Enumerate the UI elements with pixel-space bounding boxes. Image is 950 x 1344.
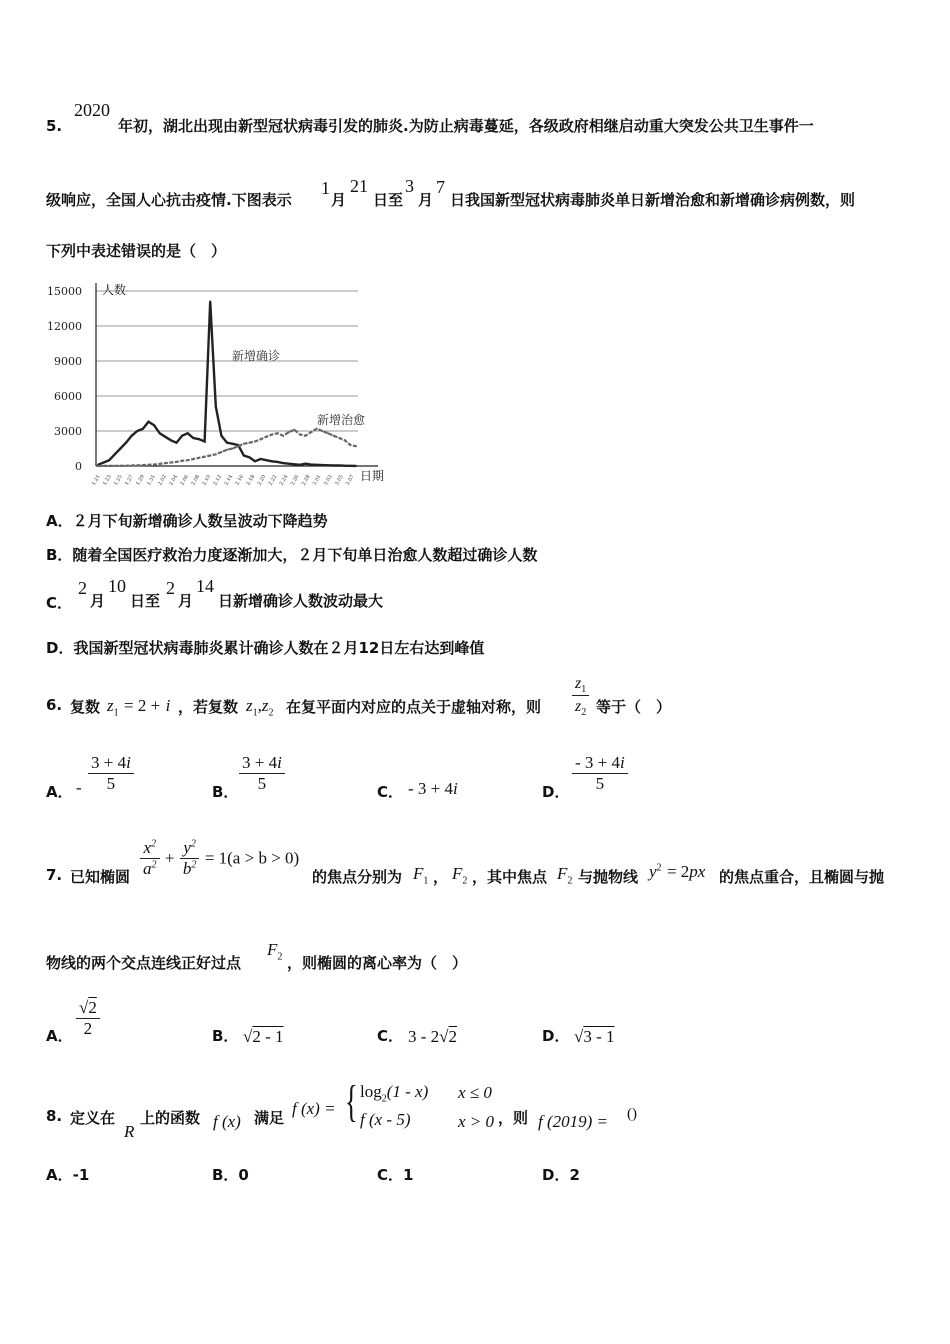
chart-point-confirmed: [260, 458, 262, 460]
chart-point-cured: [215, 453, 217, 455]
chart-series-cured: [98, 429, 356, 466]
q6-frac-den-sub: 2: [581, 707, 587, 719]
q7-option-c-root: 2: [448, 1027, 458, 1046]
q7-option-d-value: √3 - 1: [574, 1027, 615, 1046]
q5-number: 5.: [46, 117, 63, 135]
chart-point-confirmed: [119, 448, 121, 450]
q5-option-a[interactable]: A．２月下旬新增确诊人数呈波动下降趋势: [46, 512, 328, 530]
q7-text7: ，则椭圆的离心率为（ ）: [287, 954, 468, 972]
chart-point-confirmed: [288, 463, 290, 465]
chart-point-cured: [204, 456, 206, 458]
q6-option-c-value: [408, 779, 458, 799]
chart-point-cured: [187, 459, 189, 461]
chart-point-cured: [119, 465, 121, 467]
q5-option-b[interactable]: B．随着全国医疗救治力度逐渐加大，２月下旬单日治愈人数超过确诊人数: [46, 546, 538, 564]
q5-option-c-month: 2: [78, 578, 87, 598]
chart-point-confirmed: [198, 438, 200, 440]
q7-f1-sub: 1: [423, 875, 429, 887]
q6-text2: 在复平面内对应的点关于虚轴对称，则: [286, 698, 542, 716]
q7-option-a-den: 2: [83, 1019, 93, 1038]
chart-point-cured: [277, 432, 279, 434]
chart-xtick-label: 3.01: [311, 474, 323, 487]
q8-case1-arg: (1 - x): [386, 1082, 429, 1101]
chart-ytick-label: 12000: [47, 320, 82, 333]
chart-point-cured: [220, 451, 222, 453]
q8-paren: (): [627, 1106, 637, 1122]
q6-option-c-i: i: [453, 779, 458, 798]
q6-i: i: [165, 696, 171, 715]
q8-option-a[interactable]: A．-1: [46, 1166, 90, 1184]
chart-point-cured: [226, 449, 228, 451]
q6-option-b-i: i: [277, 753, 282, 772]
q7-option-c-value: 3 - 2√2: [408, 1027, 458, 1046]
chart-point-confirmed: [131, 435, 133, 437]
q6-z2-sub: 2: [268, 707, 274, 719]
q5-option-c-month2: 2: [166, 578, 175, 598]
q6-text3: 等于（ ）: [596, 698, 672, 716]
q7-option-c-label[interactable]: C．: [377, 1027, 404, 1045]
chart-point-cured: [327, 432, 329, 434]
chart-xtick-label: 2.12: [212, 474, 224, 487]
chart-point-cured: [260, 438, 262, 440]
chart-point-confirmed: [164, 436, 166, 438]
chart-point-cured: [310, 431, 312, 433]
chart-xtick-label: 1.27: [124, 474, 135, 487]
q5-option-c-label[interactable]: C．: [46, 594, 73, 612]
chart-point-confirmed: [148, 421, 150, 423]
q6-frac-den: z: [575, 698, 582, 716]
chart-point-confirmed: [220, 435, 222, 437]
chart-point-cured: [136, 464, 138, 466]
chart-point-confirmed: [142, 428, 144, 430]
q5-option-d[interactable]: D．我国新型冠状病毒肺炎累计确诊人数在２月12日左右达到峰值: [46, 639, 485, 657]
q7-option-a-label[interactable]: A．: [46, 1027, 73, 1045]
chart-point-confirmed: [209, 301, 211, 303]
chart-point-cured: [125, 465, 127, 467]
chart-point-confirmed: [282, 462, 284, 464]
q6-z1b: z: [246, 696, 253, 715]
q8-R: R: [124, 1122, 135, 1141]
q7-parab-y: y: [649, 862, 657, 881]
chart-point-cured: [349, 444, 351, 446]
chart-ytick-label: 0: [75, 460, 82, 473]
chart-point-confirmed: [349, 465, 351, 467]
q7-option-a-value: $\frac{√2}{2}$: [76, 998, 100, 1039]
q6-frac-num: z: [575, 675, 582, 692]
q7-sep: ，: [433, 868, 449, 886]
chart-point-confirmed: [114, 453, 116, 455]
chart-point-cured: [344, 439, 346, 441]
q7-f2b-letter: F: [557, 864, 568, 883]
chart-xtick-label: 2.08: [190, 474, 202, 487]
q6-option-c-num: - 3 + 4: [408, 779, 453, 798]
chart-xtick-label: 3.03: [322, 474, 334, 487]
q5-yue1: 月: [331, 191, 347, 209]
q8-option-b[interactable]: B．0: [212, 1166, 249, 1184]
q8-text2: 上的函数: [140, 1109, 201, 1127]
chart-point-confirmed: [170, 439, 172, 441]
chart-point-cured: [198, 457, 200, 459]
chart-xtick-label: 1.29: [135, 474, 146, 487]
q7-text3: ，其中焦点: [472, 868, 548, 886]
q7-parab-px: px: [689, 862, 706, 881]
q6-text1: ，若复数: [178, 698, 239, 716]
q8-option-d[interactable]: D．2: [542, 1166, 580, 1184]
q6-option-d-den: 5: [595, 774, 605, 793]
q7-parab-eq: = 2: [666, 862, 690, 881]
chart-xtick-label: 2.18: [245, 474, 257, 487]
chart-point-cured: [153, 464, 155, 466]
chart-annotation-cured: 新增治愈: [317, 413, 366, 427]
chart-point-confirmed: [310, 464, 312, 466]
chart-point-cured: [333, 435, 335, 437]
q7-f2-letter: F: [452, 864, 463, 883]
q8-fx-left: f (x) =: [292, 1099, 336, 1118]
q5-day21: 21: [350, 176, 368, 196]
chart-xtick-label: 2.10: [201, 474, 213, 487]
chart-point-cured: [148, 464, 150, 466]
chart-point-confirmed: [305, 463, 307, 465]
q7-text2: 的焦点分别为: [312, 868, 403, 886]
chart-point-confirmed: [254, 460, 256, 462]
q8-case1-cond: x ≤ 0: [458, 1083, 492, 1102]
q6-z2: z: [261, 696, 269, 715]
chart-point-cured: [237, 445, 239, 447]
chart-xtick-label: 2.22: [267, 474, 279, 487]
chart-xtick-label: 1.21: [90, 474, 102, 487]
q8-case2-cond: x > 0: [458, 1112, 495, 1131]
chart-point-cured: [254, 441, 256, 443]
q6-option-d-num: - 3 + 4: [575, 753, 620, 772]
q5-month1: 1: [321, 178, 330, 198]
chart-xlabel: 日期: [360, 469, 385, 483]
q6-option-c-label[interactable]: C．: [377, 783, 404, 801]
q6-comma: ,: [257, 696, 262, 715]
chart-point-confirmed: [204, 441, 206, 443]
q5-month3: 3: [405, 176, 414, 196]
q8-case2: f (x - 5): [360, 1110, 411, 1129]
chart-point-confirmed: [299, 464, 301, 466]
chart-point-confirmed: [187, 432, 189, 434]
q6-option-a-neg: -: [76, 778, 82, 797]
chart-point-confirmed: [226, 442, 228, 444]
q5-text-line1: 年初，湖北出现由新型冠状病毒引发的肺炎.为防止病毒蔓延，各级政府相继启动重大突发公共卫生事件一: [118, 117, 814, 135]
chart-point-cured: [181, 460, 183, 462]
chart-point-confirmed: [277, 461, 279, 463]
q7-text4: 与抛物线: [578, 868, 639, 886]
q6-z1-expression: [107, 696, 170, 718]
q6-option-a-label[interactable]: A．: [46, 783, 73, 801]
chart-point-confirmed: [316, 464, 318, 466]
q7-ellipse-cond: = 1(a > b > 0): [204, 848, 300, 868]
q7-option-b-num: 2 - 1: [252, 1027, 284, 1046]
q7-f1-letter: F: [413, 864, 424, 883]
q8-case1-base: 2: [381, 1093, 387, 1105]
chart-xtick-label: 2.26: [289, 474, 301, 487]
q7-option-b-value: √2 - 1: [243, 1027, 284, 1046]
q7-text1: 已知椭圆: [70, 868, 131, 886]
q5-text-line2a: 级响应，全国人心抗击疫情.下图表示: [46, 191, 292, 209]
chart-xtick-label: 1.25: [113, 474, 124, 487]
chart-point-confirmed: [159, 432, 161, 434]
q5-option-c-text: 日新增确诊人数波动最大: [218, 592, 384, 610]
q7-f2b: [557, 864, 572, 886]
q6-z1-eq: = 2 +: [124, 696, 161, 715]
q7-ellipse-eq: $\frac{x^2}{a^2}$ + $\frac{y^2}{b^2}$ = 1(a > b > 0): [140, 838, 299, 879]
q6-option-d-value: [572, 753, 628, 794]
chart-point-confirmed: [327, 464, 329, 466]
chart-point-cured: [176, 461, 178, 463]
chart-xtick-label: 2.02: [157, 474, 168, 487]
q6-option-b-den: 5: [257, 774, 267, 793]
chart-point-confirmed: [338, 464, 340, 466]
q5-text-line2b: 日我国新型冠状病毒肺炎单日新增治愈和新增确诊病例数，则: [450, 191, 856, 209]
chart-ytick-label: 3000: [54, 425, 82, 438]
q8-text3: 满足: [254, 1109, 285, 1127]
chart-point-cured: [299, 434, 301, 436]
chart-point-confirmed: [333, 465, 335, 467]
chart-point-cured: [103, 465, 105, 467]
chart-point-cured: [316, 428, 318, 430]
q7-f2-sub: 2: [462, 875, 468, 887]
chart-xtick-label: 1.23: [102, 474, 113, 487]
chart-ytick-label: 15000: [47, 285, 82, 298]
chart-point-confirmed: [265, 459, 267, 461]
q6-option-b-label[interactable]: B．: [212, 783, 239, 801]
q7-option-a-num: 2: [88, 998, 97, 1017]
q8-number: 8.: [46, 1107, 63, 1125]
q6-word1: 复数: [70, 698, 101, 716]
chart-point-confirmed: [136, 430, 138, 432]
chart-point-confirmed: [215, 406, 217, 408]
chart-point-cured: [248, 442, 250, 444]
q6-option-b-value: [239, 753, 285, 794]
q5-option-c-yue2: 月: [178, 592, 194, 610]
q6-option-a-den: 5: [106, 774, 116, 793]
q7-text6: 物线的两个交点连线正好过点: [46, 954, 242, 972]
chart-point-confirmed: [321, 464, 323, 466]
q6-number: 6.: [46, 696, 63, 714]
chart-point-cured: [338, 437, 340, 439]
q5-year: 2020: [74, 100, 110, 120]
q5-day7: 7: [436, 177, 445, 197]
q7-f2c-letter: F: [267, 940, 278, 959]
chart-point-cured: [164, 462, 166, 464]
q7-f1: [413, 864, 428, 886]
chart-point-confirmed: [243, 455, 245, 457]
chart-xtick-label: 2.24: [278, 474, 290, 487]
chart-point-cured: [159, 463, 161, 465]
chart-point-confirmed: [108, 459, 110, 461]
chart-point-cured: [271, 434, 273, 436]
chart-point-confirmed: [181, 435, 183, 437]
q8-text1: 定义在: [70, 1109, 116, 1127]
q5-option-c-yue: 月: [90, 592, 106, 610]
chart-point-confirmed: [192, 437, 194, 439]
chart-ytick-label: 9000: [54, 355, 82, 368]
q8-brace: {: [345, 1077, 358, 1126]
q8-f2019: f (2019) =: [538, 1112, 609, 1131]
q5-yue2: 月: [418, 191, 434, 209]
q7-option-b-label[interactable]: B．: [212, 1027, 239, 1045]
q5-option-c-zhi: 日至: [130, 592, 161, 610]
chart-point-cured: [293, 429, 295, 431]
chart-xtick-label: 2.28: [300, 474, 312, 487]
chart-point-cured: [282, 435, 284, 437]
q6-option-a-i: i: [126, 753, 131, 772]
chart-point-cured: [305, 435, 307, 437]
q6-option-a-value: [88, 753, 134, 794]
q5-rizhi: 日至: [373, 191, 404, 209]
chart-xtick-label: 2.06: [179, 474, 191, 487]
q6-fraction: [572, 673, 589, 718]
q7-option-c-pre: 3 - 2: [408, 1027, 440, 1046]
q6-option-d-i: i: [620, 753, 625, 772]
q7-option-d-label[interactable]: D．: [542, 1027, 570, 1045]
q8-case1: [360, 1082, 428, 1104]
q5-option-c-day1: 10: [108, 576, 126, 596]
q7-text5: 的焦点重合，且椭圆与抛: [719, 868, 885, 886]
chart-point-confirmed: [293, 463, 295, 465]
chart-point-confirmed: [176, 442, 178, 444]
chart-point-cured: [108, 465, 110, 467]
chart-point-cured: [131, 465, 133, 467]
q8-option-c[interactable]: C．1: [377, 1166, 414, 1184]
chart-point-cured: [265, 436, 267, 438]
chart-point-confirmed: [125, 442, 127, 444]
chart-point-confirmed: [271, 460, 273, 462]
q6-option-b-num: 3 + 4: [242, 753, 278, 772]
chart-ylabel: 人数: [102, 283, 127, 297]
chart-point-cured: [170, 462, 172, 464]
q5-text-line3: 下列中表述错误的是（ ）: [46, 242, 227, 260]
chart-xtick-label: 3.05: [333, 474, 345, 487]
q7-parabola: $y^2 = 2px$: [649, 862, 706, 881]
q6-z1b-sub: 1: [252, 707, 258, 719]
chart-point-confirmed: [344, 465, 346, 467]
q6-frac-num-sub: 1: [581, 684, 587, 696]
chart-point-cured: [243, 443, 245, 445]
q7-number: 7.: [46, 866, 63, 884]
chart-point-cured: [209, 455, 211, 457]
q7-f2b-sub: 2: [567, 875, 573, 887]
chart-point-confirmed: [248, 456, 250, 458]
q6-option-a-num: 3 + 4: [91, 753, 127, 772]
chart-ytick-label: 6000: [54, 390, 82, 403]
chart-xtick-label: 2.14: [223, 474, 235, 487]
chart-point-cured: [142, 464, 144, 466]
q5-chart: [40, 278, 385, 490]
chart-annotation-confirmed: 新增确诊: [232, 349, 281, 363]
q7-f2c: [267, 940, 282, 962]
chart-point-cured: [192, 458, 194, 460]
q5-option-c-day2: 14: [196, 576, 214, 596]
q7-option-d-num: 3 - 1: [583, 1027, 615, 1046]
q6-z1: z: [107, 696, 114, 715]
chart-point-cured: [97, 465, 99, 467]
chart-point-cured: [114, 465, 116, 467]
chart-point-cured: [355, 445, 357, 447]
chart-point-confirmed: [232, 443, 234, 445]
q8-case1-log: log: [360, 1082, 382, 1101]
chart-point-cured: [232, 448, 234, 450]
q8-text4: ，则: [498, 1109, 529, 1127]
chart-point-cured: [288, 431, 290, 433]
chart-xtick-label: 2.20: [256, 474, 268, 487]
chart-point-confirmed: [355, 465, 357, 467]
chart-xtick-label: 1.31: [146, 474, 157, 487]
q6-option-d-label[interactable]: D．: [542, 783, 570, 801]
chart-xtick-label: 3.07: [344, 474, 356, 487]
chart-point-confirmed: [103, 462, 105, 464]
chart-point-confirmed: [153, 424, 155, 426]
chart-xtick-label: 2.16: [234, 474, 246, 487]
chart-point-cured: [321, 430, 323, 432]
q6-z1-sub: 1: [113, 707, 119, 719]
q6-z1z2: [246, 696, 274, 718]
q8-fx: f (x): [213, 1112, 241, 1131]
chart-xtick-label: 2.04: [168, 474, 180, 487]
q7-f2c-sub: 2: [277, 951, 283, 963]
q7-f2: [452, 864, 467, 886]
